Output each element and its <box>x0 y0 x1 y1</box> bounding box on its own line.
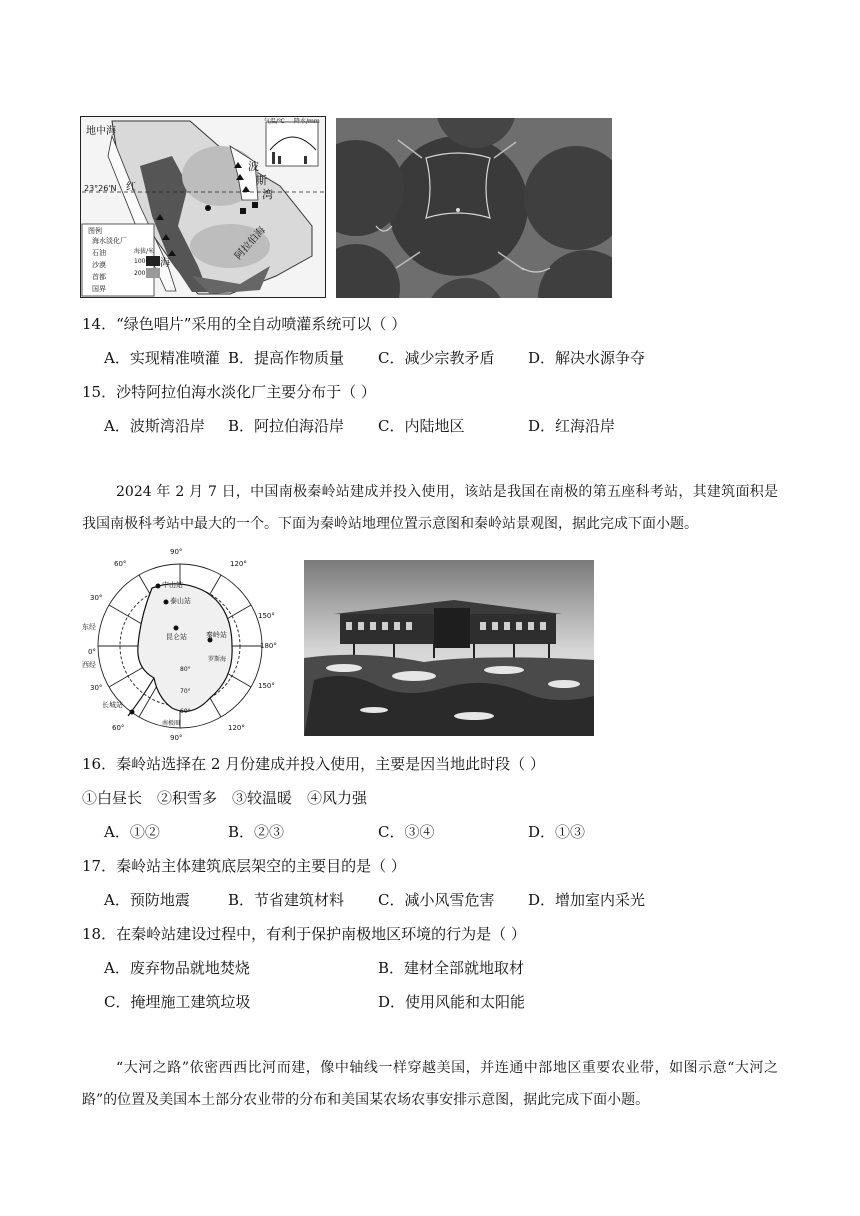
q17-option-c[interactable]: C．减小风雪危害 <box>378 891 495 909</box>
passage-great-river-road: “大河之路”依密西西比河而建，像中轴线一样穿越美国，并连通中部地区重要农业带，如图示意“大河之路”的位置及美国本土部分农业带的分布和美国某农场农事安排示意图，据此完成下面小题。 <box>82 1060 778 1108</box>
q18-option-d[interactable]: D．使用风能和太阳能 <box>378 993 526 1011</box>
deg-label-180: 180° <box>260 642 277 650</box>
q18-option-b[interactable]: B．建材全部就地取材 <box>378 959 525 977</box>
q17-option-d[interactable]: D．增加室内采光 <box>528 891 646 909</box>
legend-elevation-200: 200 <box>134 270 146 277</box>
lat-label-70: 70° <box>180 688 191 695</box>
station-zhongshan: 中山站 <box>162 581 183 589</box>
legend-elevation-title: 海拔/米 <box>134 248 155 255</box>
q16-stem: 16．秦岭站选择在 2 月份建成并投入使用，主要是因当地此时段（ ） <box>82 755 545 773</box>
q15-option-b[interactable]: B．阿拉伯海沿岸 <box>228 417 345 435</box>
deg-label-150-west: 150° <box>258 682 275 690</box>
legend-title: 图例 <box>88 227 102 235</box>
q14-stem: 14．“绿色唱片”采用的全自动喷灌系统可以（ ） <box>82 315 407 333</box>
latitude-label: 23°26'N <box>84 184 117 193</box>
deg-label-120-east: 120° <box>230 560 247 568</box>
side-label-east: 东经 <box>82 623 96 631</box>
station-qinling: 秦岭站 <box>206 631 227 639</box>
map-label-red: 红 <box>126 182 136 193</box>
antarctic-polar-map <box>82 548 278 744</box>
q16-option-c[interactable]: C．③④ <box>378 823 435 841</box>
map-label-arabian-sea: 阿拉伯海 <box>232 224 268 263</box>
q17-option-a[interactable]: A．预防地震 <box>104 891 190 909</box>
q18-option-a[interactable]: A．废弃物品就地焚烧 <box>104 959 250 977</box>
q18-stem: 18．在秦岭站建设过程中，有利于保护南极地区环境的行为是（ ） <box>82 925 526 943</box>
legend-item-border: 国界 <box>92 285 106 293</box>
station-changcheng: 长城站 <box>102 701 123 709</box>
legend-elevation-1000: 1000 <box>134 258 150 265</box>
passage-qinling: 2024 年 2 月 7 日，中国南极秦岭站建成并投入使用，该站是我国在南极的第五座科考站，其建筑面积是我国南极科考站中最大的一个。下面为秦岭站地理位置示意图和秦岭站景观图，据此完成下面小题。 <box>82 484 778 532</box>
map-label-wan: 湾 <box>262 188 273 201</box>
label-ross-sea: 罗斯海 <box>208 656 227 663</box>
q15-stem: 15．沙特阿拉伯海水淡化厂主要分布于（ ） <box>82 383 376 401</box>
q15-option-d[interactable]: D．红海沿岸 <box>528 417 616 435</box>
station-kunlun: 昆仑站 <box>166 633 187 641</box>
q16-option-b[interactable]: B．②③ <box>228 823 285 841</box>
arabia-map <box>80 116 326 298</box>
legend-item-desert: 沙漠 <box>92 261 106 269</box>
q18-option-c[interactable]: C．掩埋施工建筑垃圾 <box>104 993 251 1011</box>
q16-option-a[interactable]: A．①② <box>104 823 160 841</box>
deg-label-60-west: 60° <box>112 724 125 732</box>
climate-axis-precip: 降水/mm <box>294 118 320 125</box>
lat-label-60: 60° <box>180 708 191 715</box>
legend-item-desal: 海水淡化厂 <box>92 237 127 245</box>
deg-label-60-east: 60° <box>114 560 127 568</box>
q14-option-c[interactable]: C．减少宗教矛盾 <box>378 349 495 367</box>
q14-option-a[interactable]: A．实现精准喷灌 <box>104 349 220 367</box>
legend-item-oil: 石油 <box>92 249 106 257</box>
deg-label-90-bottom: 90° <box>170 734 183 742</box>
deg-label-150-east: 150° <box>258 612 275 620</box>
q15-option-a[interactable]: A．波斯湾沿岸 <box>104 417 205 435</box>
map-label-si: 斯 <box>256 174 267 187</box>
q17-stem: 17．秦岭站主体建筑底层架空的主要目的是（ ） <box>82 857 406 875</box>
q16-option-d[interactable]: D．①③ <box>528 823 586 841</box>
lat-label-80: 80° <box>180 666 191 673</box>
q14-option-b[interactable]: B．提高作物质量 <box>228 349 345 367</box>
side-label-west: 西经 <box>82 661 96 669</box>
station-taishan: 泰山站 <box>170 597 191 605</box>
deg-label-120-west: 120° <box>228 724 245 732</box>
q16-conditions: ①白昼长 ②积雪多 ③较温暖 ④风力强 <box>82 789 368 807</box>
map-label-bo: 波 <box>248 160 259 173</box>
map-label-sea: 海 <box>160 258 170 269</box>
deg-label-30-west: 30° <box>90 684 103 692</box>
climate-axis-temp: 气温/℃ <box>264 118 285 125</box>
deg-label-90-top: 90° <box>170 548 183 556</box>
q15-option-c[interactable]: C．内陆地区 <box>378 417 465 435</box>
legend-item-capital: 首都 <box>92 273 106 281</box>
q14-option-d[interactable]: D．解决水源争夺 <box>528 349 646 367</box>
qinling-station-photo <box>304 560 594 736</box>
q17-option-b[interactable]: B．节省建筑材料 <box>228 891 345 909</box>
label-antarctic-circle: 南极圈 <box>162 720 181 727</box>
deg-label-0: 0° <box>88 648 96 656</box>
deg-label-30-east: 30° <box>90 594 103 602</box>
map-label-mediterranean: 地中海 <box>86 126 116 137</box>
green-disc-photo <box>336 118 612 298</box>
